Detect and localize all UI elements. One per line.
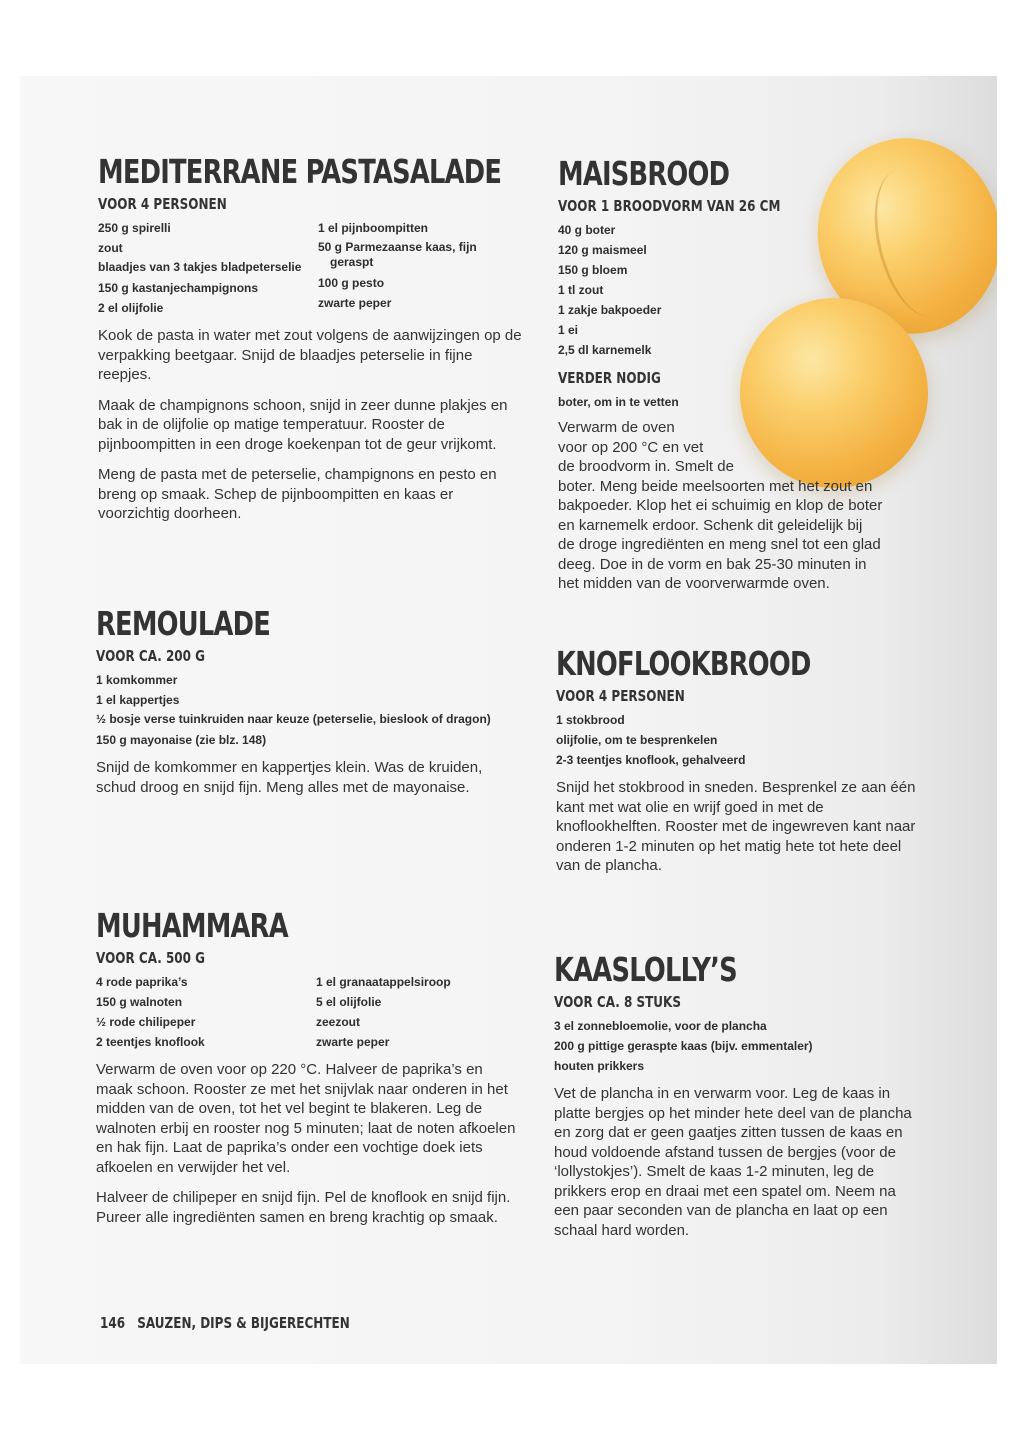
text-line: en karnemelk erdoor. Schenk dit geleidelijk bij [558,516,863,534]
recipe-title: KAASLOLLY’S [554,950,737,989]
recipe-muhammara [96,906,521,1227]
ingredient: houten prikkers [554,1059,645,1073]
ingredient: 200 g pittige geraspte kaas (bijv. emmentaler) [554,1039,813,1053]
recipe-kaaslollys [554,950,919,1240]
instruction-paragraph [558,418,938,594]
ingredient: blaadjes van 3 takjes bladpeterselie [98,260,302,274]
ingredient: 1 el kappertjes [96,693,180,707]
ingredient: olijfolie, om te besprenkelen [556,733,718,747]
ingredient: 1 el granaatappelsiroop [316,975,451,989]
recipe-yield: VOOR CA. 500 G [96,949,206,967]
recipe-title: MUHAMMARA [96,906,288,945]
ingredient-list [556,710,926,770]
recipe-knoflookbrood [556,644,926,876]
instruction-paragraph: Verwarm de oven voor op 220 °C. Halveer de paprika’s en maak schoon. Rooster ze met het snijvlak naar onderen in het midden van de oven, tot het vel begint te blakeren. Leg de walnoten erbij en rooster nog 5 minuten; laat de noten afkoelen en hak fijn. Laat de paprika’s onder een vochtige doek iets afkoelen en verwijder het vel. [96,1061,516,1176]
text-line: de droge ingrediënten en meng snel tot een glad [558,536,881,553]
extra-heading: VERDER NODIG [558,369,661,387]
ingredient: 250 g spirelli [98,221,171,235]
ingredient-list-right [318,218,508,318]
recipe-yield: VOOR 4 PERSONEN [556,687,685,705]
recipe-remoulade [96,604,516,797]
text-line: boter. Meng beide meelsoorten met het zout en [558,477,873,495]
ingredient-columns [98,218,528,318]
ingredient-list [96,670,516,750]
recipe-yield: VOOR CA. 8 STUKS [554,993,681,1011]
text-line: Verwarm de oven [558,419,675,436]
text-line: deeg. Doe in de vorm en bak 25-30 minuten in [558,555,867,573]
ingredient-columns [96,972,521,1052]
text-line: bakpoeder. Klop het ei schuimig en klop de boter [558,497,883,514]
ingredient: 3 el zonnebloemolie, voor de plancha [554,1019,767,1033]
ingredient: 1 el pijnboompitten [318,221,428,235]
recipe-title: MEDITERRANE PASTASALADE [98,152,502,191]
page-number: 146 [100,1314,126,1332]
text-line: de broodvorm in. Smelt de [558,458,734,475]
ingredient: 5 el olijfolie [316,995,382,1009]
recipe-pastasalade [98,152,528,524]
ingredient: 2-3 teentjes knoflook, gehalveerd [556,753,746,767]
instruction-paragraph: Halveer de chilipeper en snijd fijn. Pel de knoflook en snijd fijn. Pureer alle ingrediënten samen en breng krachtig op smaak. [96,1189,511,1226]
ingredient: zwarte peper [316,1035,390,1049]
ingredient: 2 teentjes knoflook [96,1035,205,1049]
ingredient: ½ rode chilipeper [96,1015,196,1029]
ingredient: 1 zakje bakpoeder [558,303,662,317]
text-line: voor op 200 °C en vet [558,438,704,456]
ingredient: 120 g maismeel [558,243,647,257]
ingredient-list [554,1016,919,1076]
ingredient-list [558,220,938,360]
instruction-paragraph: Kook de pasta in water met zout volgens de aanwijzingen op de verpakking beetgaar. Snijd de blaadjes peterselie in fijne reepjes. [98,327,522,383]
recipe-title: REMOULADE [96,604,271,643]
recipe-yield: VOOR CA. 200 G [96,647,206,665]
ingredient: ½ bosje verse tuinkruiden naar keuze (peterselie, bieslook of dragon) [96,712,491,726]
ingredient: 4 rode paprika’s [96,975,188,989]
ingredient: 40 g boter [558,223,616,237]
recipe-title: MAISBROOD [558,154,730,193]
recipe-maisbrood [558,154,938,594]
ingredient: 150 g kastanjechampignons [98,281,259,295]
ingredient: 50 g Parmezaanse kaas, fijn geraspt [318,240,477,269]
ingredient-list-right [316,972,506,1052]
recipe-title: KNOFLOOKBROOD [556,644,811,683]
ingredient: 150 g bloem [558,263,628,277]
instruction-paragraph: Snijd de komkommer en kappertjes klein. Was de kruiden, schud droog en snijd fijn. Meng alles met de mayonaise. [96,759,483,796]
ingredient: 1 tl zout [558,283,604,297]
ingredient: boter, om in te vetten [558,395,679,409]
ingredient: 1 stokbrood [556,713,625,727]
ingredient: zout [98,241,123,255]
instruction-paragraph: Vet de plancha in en verwarm voor. Leg de kaas in platte bergjes op het minder hete deel van de plancha en zorg dat er geen gaatjes zitten tussen de kaas en houd voldoende afstand tussen de bergjes (voor de ‘lollystokjes’). Smelt de kaas 1-2 minuten, leg de prikkers erop en draai met een spatel om. Neem na een paar seconden van de plancha en laat op een schaal hard worden. [554,1085,912,1239]
ingredient: 1 ei [558,323,579,337]
ingredient: 1 komkommer [96,673,178,687]
recipe-yield: VOOR 4 PERSONEN [98,195,227,213]
extra-ingredient-list [558,392,938,412]
ingredient: zwarte peper [318,296,392,310]
ingredient: 2,5 dl karnemelk [558,343,652,357]
text-line: het midden van de voorverwarmde oven. [558,575,830,592]
ingredient: 150 g walnoten [96,995,183,1009]
ingredient: zeezout [316,1015,361,1029]
section-name: SAUZEN, DIPS & BIJGERECHTEN [137,1314,350,1332]
ingredient-list-left [98,218,318,318]
ingredient-list-left [96,972,316,1052]
ingredient: 2 el olijfolie [98,301,164,315]
recipe-yield: VOOR 1 BROODVORM VAN 26 CM [558,197,781,215]
instruction-paragraph: Snijd het stokbrood in sneden. Besprenkel ze aan één kant met wat olie en wrijf goed in met de knoflookhelften. Rooster met de ingewreven kant naar onderen 1-2 minuten op het matig hete tot hete deel van de plancha. [556,779,916,874]
ingredient: 150 g mayonaise (zie blz. 148) [96,733,267,747]
instruction-paragraph: Meng de pasta met de peterselie, champignons en pesto en breng op smaak. Schep de pijnboompitten en kaas er voorzichtig doorheen. [98,466,497,522]
page-footer [100,1314,350,1332]
cookbook-page [20,76,997,1364]
instruction-paragraph: Maak de champignons schoon, snijd in zeer dunne plakjes en bak in de olijfolie op matige temperatuur. Rooster de pijnboompitten in een droge koekenpan tot de geur vrijkomt. [98,396,508,453]
ingredient: 100 g pesto [318,276,385,290]
